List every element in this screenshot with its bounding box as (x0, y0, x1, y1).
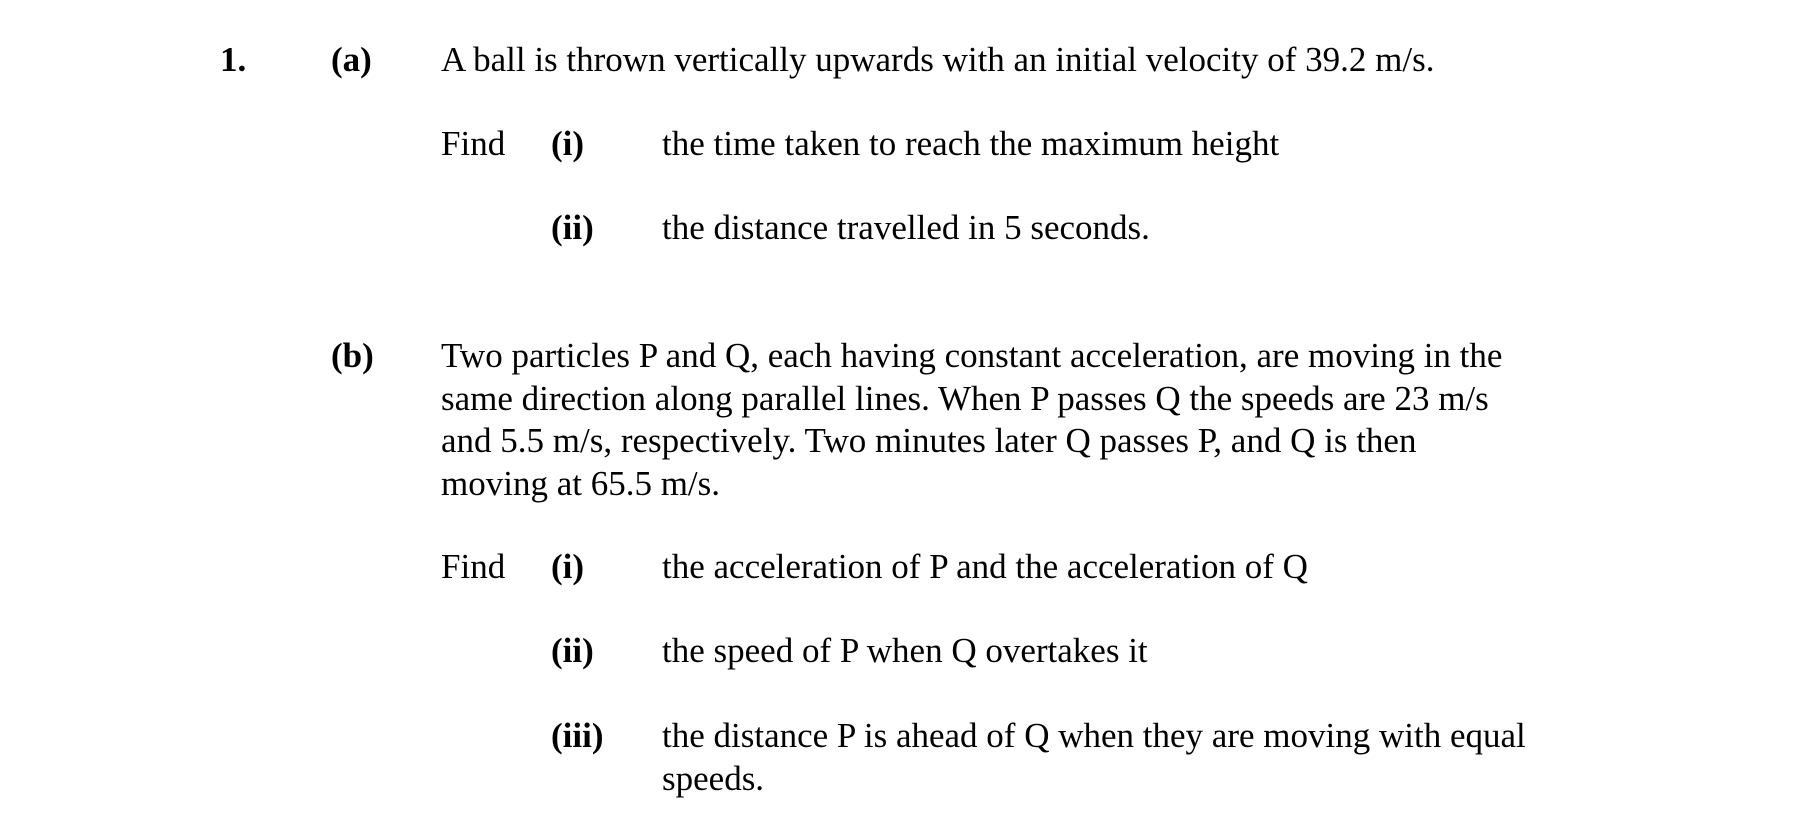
part-a-find-label: Find (441, 124, 506, 163)
part-a-stem: A ball is thrown vertically upwards with an initial velocity of 39.2 m/s. (441, 40, 1435, 79)
part-b-item-label: (i) (551, 547, 585, 586)
part-a-label: (a) (331, 40, 372, 79)
part-b-item-text (662, 715, 1526, 800)
part-a-item-label: (ii) (551, 208, 594, 247)
part-a-item-text: the time taken to reach the maximum height (662, 124, 1280, 163)
part-b-stem-line: moving at 65.5 m/s. (441, 463, 721, 503)
part-b-stem (441, 335, 1502, 505)
part-b-stem-line: and 5.5 m/s, respectively. Two minutes later Q passes P, and Q is then (441, 421, 1417, 460)
part-b-item-label: (ii) (551, 631, 594, 670)
part-b-item-label: (iii) (551, 716, 604, 755)
part-b-stem-line: Two particles P and Q, each having constant acceleration, are moving in the (441, 336, 1503, 375)
part-a-item-label: (i) (551, 124, 585, 163)
question-number: 1. (220, 40, 247, 79)
part-b-item-text: the acceleration of P and the acceleration of Q (662, 547, 1308, 586)
part-b-find-label: Find (441, 547, 506, 586)
part-b-stem-line: same direction along parallel lines. When P passes Q the speeds are 23 m/s (441, 378, 1489, 418)
part-b-item-text-line: speeds. (662, 758, 765, 798)
part-b-label: (b) (331, 336, 374, 375)
part-a-item-text: the distance travelled in 5 seconds. (662, 208, 1150, 247)
part-b-item-text-line: the distance P is ahead of Q when they are moving with equal (662, 716, 1526, 755)
part-b-item-text: the speed of P when Q overtakes it (662, 631, 1148, 670)
